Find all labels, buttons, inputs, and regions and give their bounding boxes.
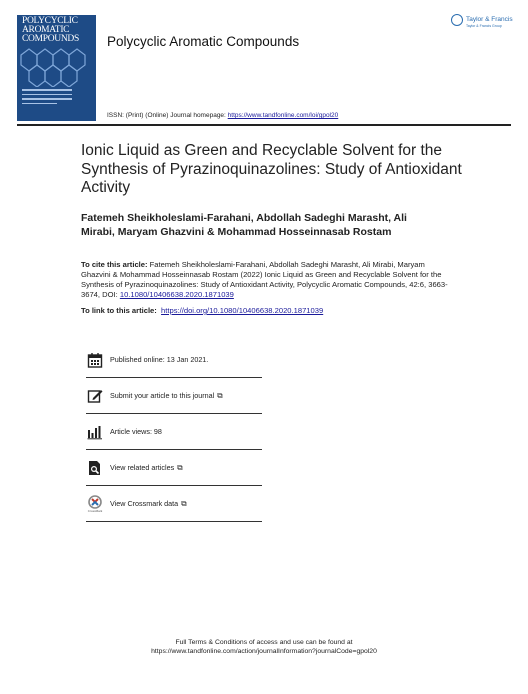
article-views-row: [86, 414, 262, 449]
article-info-list: [86, 342, 262, 522]
article-views-count: Article views: 98: [110, 427, 162, 436]
divider: [86, 521, 262, 522]
calendar-icon: [86, 351, 104, 369]
taylor-francis-logo-icon: [451, 14, 463, 26]
terms-footer: [0, 638, 528, 656]
article-doi-link[interactable]: https://doi.org/10.1080/10406638.2020.1871039: [161, 306, 324, 315]
article-authors: Fatemeh Sheikholeslami-Farahani, Abdollah Sadeghi Marasht, Ali Mirabi, Maryam Ghazvini & Mohammad Hosseinnasab Rostam: [81, 212, 407, 238]
cite-label: To cite this article:: [81, 260, 148, 269]
footer-journal-link[interactable]: https://www.tandfonline.com/action/journalInformation?journalCode=gpol20: [151, 648, 377, 655]
citation-block: [81, 260, 451, 300]
journal-cover-image[interactable]: [17, 15, 96, 121]
issn-line: [107, 112, 338, 119]
journal-homepage-link[interactable]: https://www.tandfonline.com/loi/gpol20: [227, 112, 339, 119]
published-date: Published online: 13 Jan 2021.: [110, 355, 209, 364]
published-row: [86, 342, 262, 377]
related-articles-row[interactable]: [86, 450, 262, 485]
cover-hexagon-art: [17, 45, 96, 87]
external-link-icon: ⧉: [181, 498, 187, 508]
related-articles-link[interactable]: View related articles: [110, 463, 175, 472]
article-title: Ionic Liquid as Green and Recyclable Solvent for the Synthesis of Pyrazinoquinazolines: Study of Antioxidant Activity: [81, 142, 462, 196]
submit-article-link[interactable]: Submit your article to this journal: [110, 391, 215, 400]
related-search-icon: [86, 459, 104, 477]
header-divider: [17, 124, 511, 126]
article-link-line: [81, 306, 323, 315]
bar-chart-icon: [86, 423, 104, 441]
crossmark-icon: [86, 495, 104, 513]
footer-terms-text: Full Terms & Conditions of access and use can be found at: [175, 639, 353, 646]
cover-title: POLYCYCLIC AROMATIC COMPOUNDS: [22, 16, 79, 44]
publisher-brand: Taylor & Francis: [466, 16, 513, 23]
external-link-icon: ⧉: [177, 462, 183, 472]
cite-text: Fatemeh Sheikholeslami-Farahani, Abdollah Sadeghi Marasht, Ali Mirabi, Maryam Ghazvini & Mohammad Hosseinnasab Rostam (2022) Ionic Liquid as Green and Recyclable Solvent for the Synthesis of Pyrazinoquinazolines: Study of Antioxidant Activity, Polycyclic Aromatic Compounds, 42:6, 3663-3674, DOI:: [81, 260, 448, 299]
cite-doi-link[interactable]: 10.1080/10406638.2020.1871039: [119, 290, 234, 299]
submit-article-row[interactable]: [86, 378, 262, 413]
journal-name[interactable]: Polycyclic Aromatic Compounds: [107, 34, 300, 49]
issn-prefix: ISSN: (Print) (Online) Journal homepage:: [107, 112, 228, 119]
crossmark-row[interactable]: [86, 486, 262, 521]
publisher-sub-brand: Taylor & Francis Group: [466, 24, 502, 28]
link-label: To link to this article:: [81, 306, 157, 315]
svg-text:CrossMark: CrossMark: [87, 508, 103, 513]
edit-icon: [86, 387, 104, 405]
crossmark-link[interactable]: View Crossmark data: [110, 499, 179, 508]
cover-text-lines: [22, 89, 72, 107]
external-link-icon: ⧉: [217, 390, 223, 400]
